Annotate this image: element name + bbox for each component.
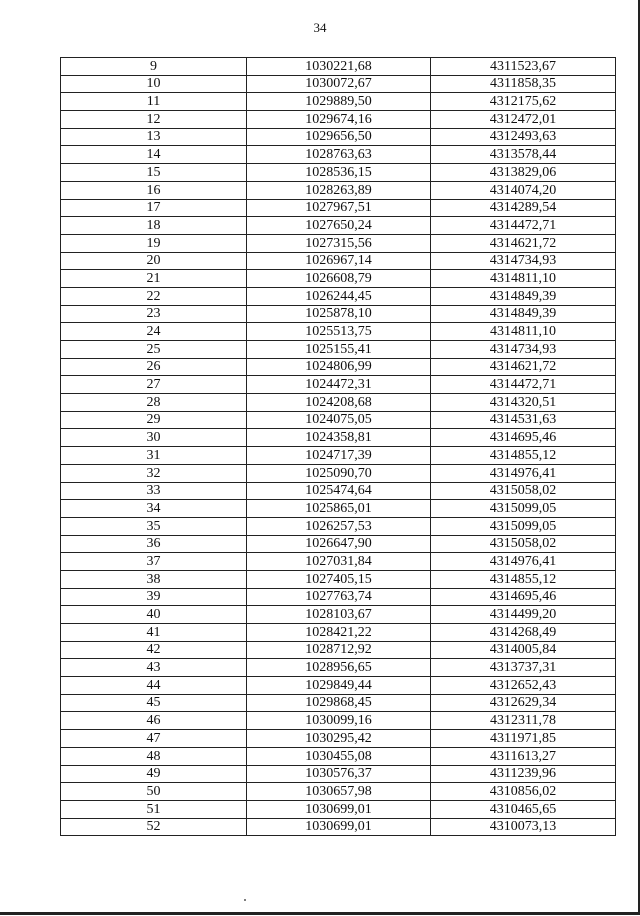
table-row — [61, 570, 616, 588]
table-row — [61, 252, 616, 270]
y-coordinate-cell: 4315099,05 — [431, 517, 616, 535]
y-coordinate-cell: 4311971,85 — [431, 730, 616, 748]
x-coordinate-cell: 1025155,41 — [247, 341, 431, 359]
point-number-cell: 35 — [61, 517, 247, 535]
x-coordinate-cell: 1029868,45 — [247, 694, 431, 712]
table-row — [61, 730, 616, 748]
table-row — [61, 606, 616, 624]
x-coordinate-cell: 1028712,92 — [247, 641, 431, 659]
point-number-cell: 33 — [61, 482, 247, 500]
y-coordinate-cell: 4313829,06 — [431, 164, 616, 182]
x-coordinate-cell: 1029889,50 — [247, 93, 431, 111]
y-coordinate-cell: 4314472,71 — [431, 376, 616, 394]
table-row — [61, 783, 616, 801]
x-coordinate-cell: 1025474,64 — [247, 482, 431, 500]
point-number-cell: 40 — [61, 606, 247, 624]
table-row — [61, 146, 616, 164]
point-number-cell: 52 — [61, 818, 247, 836]
table-row — [61, 411, 616, 429]
point-number-cell: 41 — [61, 624, 247, 642]
point-number-cell: 30 — [61, 429, 247, 447]
x-coordinate-cell: 1030576,37 — [247, 765, 431, 783]
table-row — [61, 500, 616, 518]
x-coordinate-cell: 1030699,01 — [247, 800, 431, 818]
table-row — [61, 111, 616, 129]
x-coordinate-cell: 1028263,89 — [247, 181, 431, 199]
point-number-cell: 49 — [61, 765, 247, 783]
table-row — [61, 376, 616, 394]
y-coordinate-cell: 4314734,93 — [431, 252, 616, 270]
point-number-cell: 51 — [61, 800, 247, 818]
y-coordinate-cell: 4310856,02 — [431, 783, 616, 801]
y-coordinate-cell: 4312311,78 — [431, 712, 616, 730]
y-coordinate-cell: 4311523,67 — [431, 58, 616, 76]
coordinates-table — [60, 57, 616, 836]
y-coordinate-cell: 4312175,62 — [431, 93, 616, 111]
x-coordinate-cell: 1029674,16 — [247, 111, 431, 129]
point-number-cell: 15 — [61, 164, 247, 182]
x-coordinate-cell: 1024717,39 — [247, 447, 431, 465]
x-coordinate-cell: 1026967,14 — [247, 252, 431, 270]
table-row — [61, 553, 616, 571]
point-number-cell: 10 — [61, 75, 247, 93]
y-coordinate-cell: 4314849,39 — [431, 305, 616, 323]
point-number-cell: 36 — [61, 535, 247, 553]
table-row — [61, 75, 616, 93]
x-coordinate-cell: 1030295,42 — [247, 730, 431, 748]
point-number-cell: 19 — [61, 234, 247, 252]
x-coordinate-cell: 1030699,01 — [247, 818, 431, 836]
point-number-cell: 23 — [61, 305, 247, 323]
table-row — [61, 341, 616, 359]
table-row — [61, 234, 616, 252]
y-coordinate-cell: 4311613,27 — [431, 747, 616, 765]
point-number-cell: 34 — [61, 500, 247, 518]
table-row — [61, 765, 616, 783]
x-coordinate-cell: 1027967,51 — [247, 199, 431, 217]
x-coordinate-cell: 1025090,70 — [247, 464, 431, 482]
table-row — [61, 128, 616, 146]
y-coordinate-cell: 4315058,02 — [431, 482, 616, 500]
point-number-cell: 32 — [61, 464, 247, 482]
x-coordinate-cell: 1027405,15 — [247, 570, 431, 588]
table-row — [61, 588, 616, 606]
point-number-cell: 25 — [61, 341, 247, 359]
x-coordinate-cell: 1024208,68 — [247, 394, 431, 412]
table-row — [61, 624, 616, 642]
point-number-cell: 13 — [61, 128, 247, 146]
point-number-cell: 43 — [61, 659, 247, 677]
y-coordinate-cell: 4314621,72 — [431, 358, 616, 376]
table-row — [61, 429, 616, 447]
point-number-cell: 27 — [61, 376, 247, 394]
table-row — [61, 535, 616, 553]
page-number: 34 — [313, 20, 327, 35]
y-coordinate-cell: 4313737,31 — [431, 659, 616, 677]
x-coordinate-cell: 1028536,15 — [247, 164, 431, 182]
y-coordinate-cell: 4314855,12 — [431, 447, 616, 465]
table-row — [61, 482, 616, 500]
y-coordinate-cell: 4312629,34 — [431, 694, 616, 712]
x-coordinate-cell: 1024358,81 — [247, 429, 431, 447]
y-coordinate-cell: 4314005,84 — [431, 641, 616, 659]
table-row — [61, 517, 616, 535]
table-row — [61, 747, 616, 765]
x-coordinate-cell: 1029849,44 — [247, 677, 431, 695]
table-row — [61, 677, 616, 695]
y-coordinate-cell: 4314976,41 — [431, 553, 616, 571]
x-coordinate-cell: 1028763,63 — [247, 146, 431, 164]
y-coordinate-cell: 4310465,65 — [431, 800, 616, 818]
y-coordinate-cell: 4310073,13 — [431, 818, 616, 836]
table-row — [61, 287, 616, 305]
x-coordinate-cell: 1027650,24 — [247, 217, 431, 235]
point-number-cell: 11 — [61, 93, 247, 111]
y-coordinate-cell: 4314289,54 — [431, 199, 616, 217]
table-row — [61, 270, 616, 288]
y-coordinate-cell: 4312493,63 — [431, 128, 616, 146]
y-coordinate-cell: 4313578,44 — [431, 146, 616, 164]
x-coordinate-cell: 1027031,84 — [247, 553, 431, 571]
y-coordinate-cell: 4314695,46 — [431, 429, 616, 447]
table-row — [61, 712, 616, 730]
y-coordinate-cell: 4314499,20 — [431, 606, 616, 624]
table-row — [61, 659, 616, 677]
point-number-cell: 28 — [61, 394, 247, 412]
y-coordinate-cell: 4314074,20 — [431, 181, 616, 199]
y-coordinate-cell: 4314734,93 — [431, 341, 616, 359]
scan-speck — [244, 899, 246, 901]
table-row — [61, 323, 616, 341]
y-coordinate-cell: 4314621,72 — [431, 234, 616, 252]
point-number-cell: 45 — [61, 694, 247, 712]
point-number-cell: 47 — [61, 730, 247, 748]
point-number-cell: 37 — [61, 553, 247, 571]
point-number-cell: 21 — [61, 270, 247, 288]
y-coordinate-cell: 4311858,35 — [431, 75, 616, 93]
point-number-cell: 22 — [61, 287, 247, 305]
table-row — [61, 181, 616, 199]
table-row — [61, 217, 616, 235]
point-number-cell: 48 — [61, 747, 247, 765]
table-row — [61, 694, 616, 712]
point-number-cell: 31 — [61, 447, 247, 465]
y-coordinate-cell: 4314811,10 — [431, 323, 616, 341]
table-row — [61, 394, 616, 412]
y-coordinate-cell: 4314849,39 — [431, 287, 616, 305]
table-row — [61, 464, 616, 482]
y-coordinate-cell: 4314695,46 — [431, 588, 616, 606]
x-coordinate-cell: 1030657,98 — [247, 783, 431, 801]
y-coordinate-cell: 4312652,43 — [431, 677, 616, 695]
table-row — [61, 447, 616, 465]
y-coordinate-cell: 4314855,12 — [431, 570, 616, 588]
point-number-cell: 17 — [61, 199, 247, 217]
y-coordinate-cell: 4314268,49 — [431, 624, 616, 642]
table-row — [61, 800, 616, 818]
table-row — [61, 164, 616, 182]
x-coordinate-cell: 1030221,68 — [247, 58, 431, 76]
point-number-cell: 50 — [61, 783, 247, 801]
table-row — [61, 199, 616, 217]
x-coordinate-cell: 1030072,67 — [247, 75, 431, 93]
x-coordinate-cell: 1029656,50 — [247, 128, 431, 146]
x-coordinate-cell: 1030099,16 — [247, 712, 431, 730]
table-row — [61, 305, 616, 323]
y-coordinate-cell: 4312472,01 — [431, 111, 616, 129]
y-coordinate-cell: 4311239,96 — [431, 765, 616, 783]
y-coordinate-cell: 4315099,05 — [431, 500, 616, 518]
point-number-cell: 39 — [61, 588, 247, 606]
y-coordinate-cell: 4314472,71 — [431, 217, 616, 235]
x-coordinate-cell: 1025865,01 — [247, 500, 431, 518]
point-number-cell: 29 — [61, 411, 247, 429]
table-row — [61, 93, 616, 111]
y-coordinate-cell: 4314531,63 — [431, 411, 616, 429]
x-coordinate-cell: 1026647,90 — [247, 535, 431, 553]
x-coordinate-cell: 1026257,53 — [247, 517, 431, 535]
point-number-cell: 16 — [61, 181, 247, 199]
x-coordinate-cell: 1027763,74 — [247, 588, 431, 606]
point-number-cell: 9 — [61, 58, 247, 76]
x-coordinate-cell: 1024806,99 — [247, 358, 431, 376]
point-number-cell: 18 — [61, 217, 247, 235]
x-coordinate-cell: 1025513,75 — [247, 323, 431, 341]
x-coordinate-cell: 1024472,31 — [247, 376, 431, 394]
point-number-cell: 24 — [61, 323, 247, 341]
x-coordinate-cell: 1027315,56 — [247, 234, 431, 252]
point-number-cell: 26 — [61, 358, 247, 376]
table-row — [61, 818, 616, 836]
y-coordinate-cell: 4315058,02 — [431, 535, 616, 553]
table-row — [61, 358, 616, 376]
x-coordinate-cell: 1030455,08 — [247, 747, 431, 765]
table-row — [61, 58, 616, 76]
coordinates-table-body — [61, 58, 616, 836]
x-coordinate-cell: 1028103,67 — [247, 606, 431, 624]
x-coordinate-cell: 1028956,65 — [247, 659, 431, 677]
x-coordinate-cell: 1028421,22 — [247, 624, 431, 642]
y-coordinate-cell: 4314811,10 — [431, 270, 616, 288]
point-number-cell: 20 — [61, 252, 247, 270]
point-number-cell: 14 — [61, 146, 247, 164]
point-number-cell: 44 — [61, 677, 247, 695]
x-coordinate-cell: 1026608,79 — [247, 270, 431, 288]
point-number-cell: 12 — [61, 111, 247, 129]
y-coordinate-cell: 4314320,51 — [431, 394, 616, 412]
x-coordinate-cell: 1026244,45 — [247, 287, 431, 305]
table-row — [61, 641, 616, 659]
point-number-cell: 46 — [61, 712, 247, 730]
point-number-cell: 38 — [61, 570, 247, 588]
y-coordinate-cell: 4314976,41 — [431, 464, 616, 482]
x-coordinate-cell: 1025878,10 — [247, 305, 431, 323]
point-number-cell: 42 — [61, 641, 247, 659]
x-coordinate-cell: 1024075,05 — [247, 411, 431, 429]
